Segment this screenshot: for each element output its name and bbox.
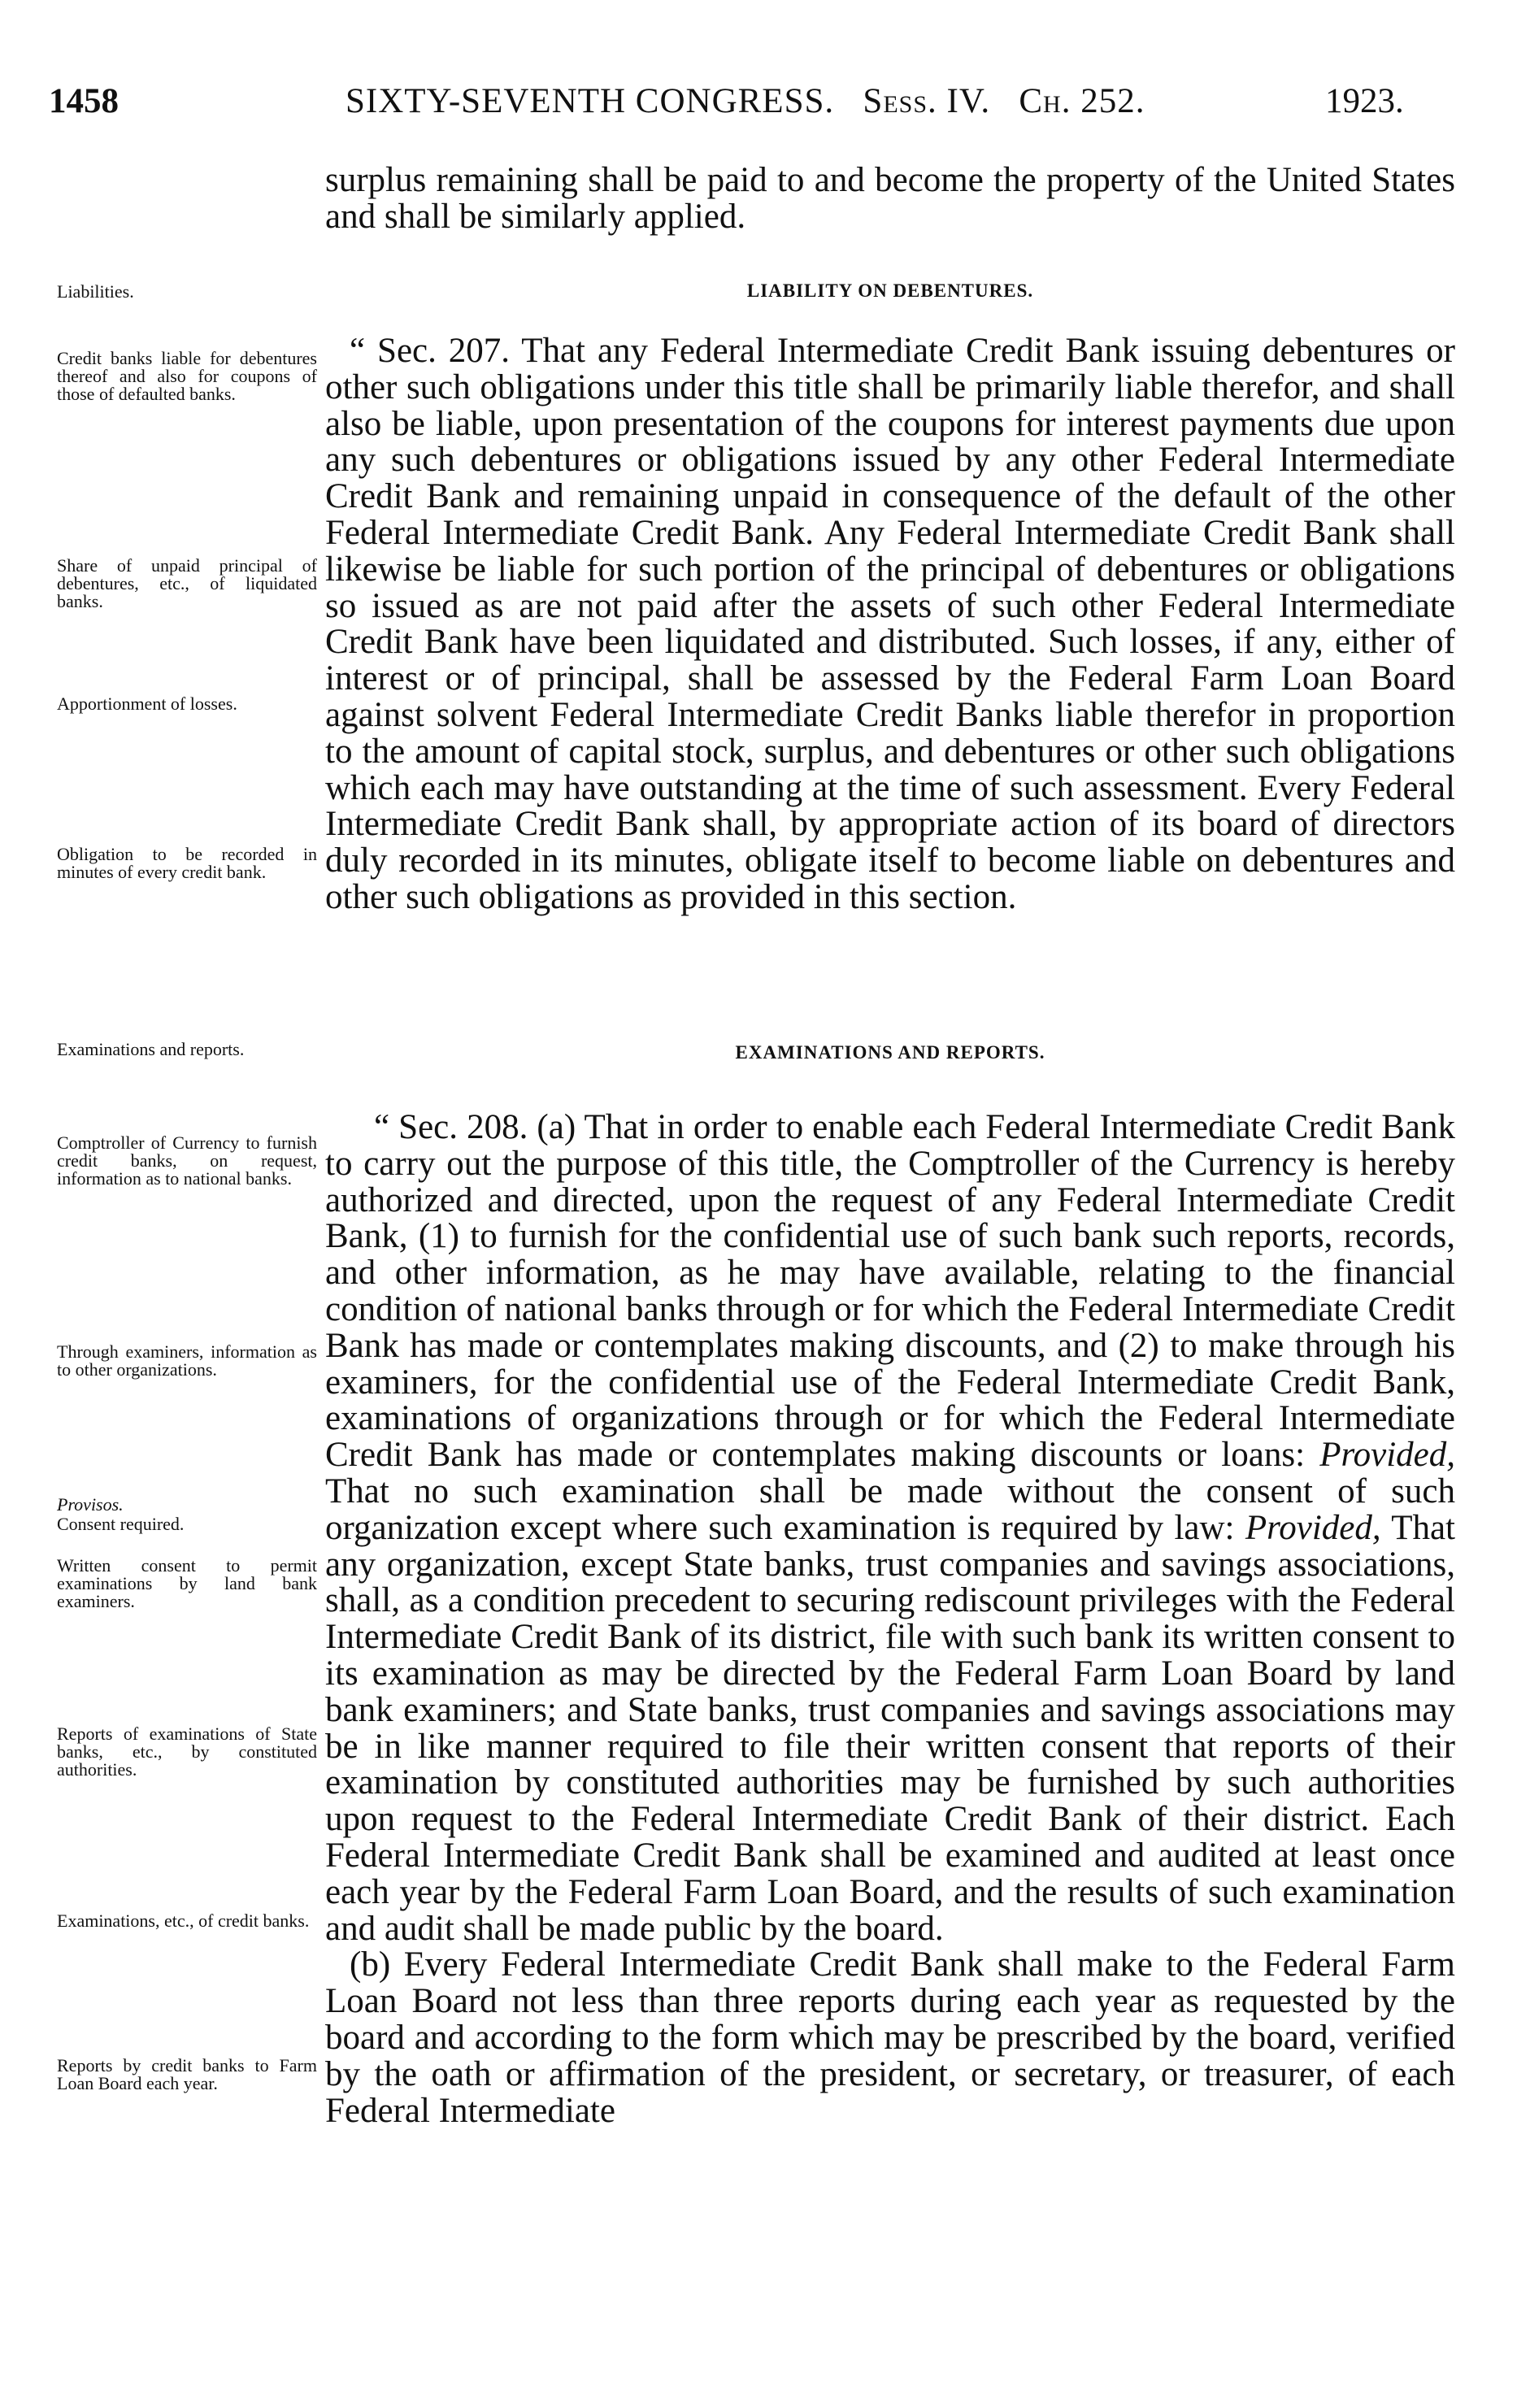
section-208a-part1: “ Sec. 208. (a) That in order to enable each Federal Intermediate Credit Bank to carry out the purpose of this title, the Comptroller of the Currency is hereby authorized and directed, upon the request of any Federal Intermediate Credit Bank, (1) to furnish for the confidential use of such bank such reports, records, and other information, as he may have available, relating to the financial condition of national banks through or for which the Federal Intermediate Credit Bank has made or contemplates making discounts, and (2) to make through his examiners, for the confidential use of the Federal Intermediate Credit Bank, examinations of organizations through or for which the Federal Intermediate Credit Bank has made or contemplates making discounts or loans:	[325, 1108, 1455, 1475]
section-208a-part2: That no such examination shall be made without the consent of such organization except where such examination is required by law:	[325, 1471, 1455, 1547]
margin-note-credit-banks-liable: Credit banks liable for debentures thereof and also for coupons of those of defaulted banks.	[57, 348, 317, 404]
margin-note-written-consent: Written consent to permit examinations by land bank examiners.	[57, 1555, 317, 1611]
margin-note-obligation: Obligation to be recorded in minutes of every credit bank.	[57, 844, 317, 882]
section-208b-text: (b) Every Federal Intermediate Credit Bank shall make to the Federal Farm Loan Board not less than three reports during each year as requested by the board and according to the form which may be prescribed by the board, verified by the oath or affirmation of the president, or secretary, or treasurer, of each Federal Intermediate	[325, 1945, 1455, 2130]
proviso-2: Provided,	[1245, 1508, 1381, 1547]
section-208a-text	[325, 1110, 1455, 1947]
margin-note-share-unpaid: Share of unpaid principal of debentures, etc., of liquidated banks.	[57, 555, 317, 611]
continuation-paragraph	[325, 163, 1455, 236]
margin-note-liabilities: Liabilities.	[57, 281, 134, 302]
provisos-label: Provisos.	[57, 1494, 124, 1515]
section-208	[325, 1110, 1455, 2129]
section-207	[325, 333, 1455, 916]
margin-note-apportionment: Apportionment of losses.	[57, 693, 237, 714]
running-head-year: 1923.	[1325, 82, 1404, 120]
margin-note-examinations-credit-banks: Examinations, etc., of credit banks.	[57, 1910, 310, 1931]
section-208a-part3: That any organization, except State banks, trust companies and savings associations, shall, as a condition precedent to securing rediscount privileges with the Federal Intermediate Credit Bank of its district, file with such bank its written consent to its examination as may be directed by the Federal Farm Loan Board by land bank examiners; and State banks, trust companies and savings associations may be in like manner required to file their written consent that reports of their examination by constituted authorities may be furnished by such authorities upon request to the Federal Intermediate Credit Bank of their district. Each Federal Intermediate Credit Bank shall be examined and audited at least once each year by the Federal Farm Loan Board, and the results of such examination and audit shall be made public by the board.	[325, 1508, 1456, 1948]
section-heading-examinations: EXAMINATIONS AND REPORTS.	[735, 1042, 1045, 1063]
running-head	[346, 81, 1145, 130]
margin-note-consent-required: Consent required.	[57, 1514, 185, 1534]
margin-note-comptroller: Comptroller of Currency to furnish credit banks, on request, information as to national banks.	[57, 1132, 317, 1189]
margin-note-reports-state-banks: Reports of examinations of State banks, etc., by constituted authorities.	[57, 1723, 317, 1780]
running-head-chapter: Ch. 252.	[1019, 82, 1145, 120]
margin-note-through-examiners: Through examiners, information as to other organizations.	[57, 1341, 317, 1380]
margin-note-reports-by-credit-banks: Reports by credit banks to Farm Loan Board each year.	[57, 2055, 317, 2093]
running-head-session: Sess. IV.	[863, 82, 991, 120]
continuation-text: surplus remaining shall be paid to and become the property of the United States and shall be similarly applied.	[325, 161, 1455, 236]
section-heading-liability: LIABILITY ON DEBENTURES.	[746, 280, 1034, 301]
margin-note-examinations-reports: Examinations and reports.	[57, 1039, 245, 1059]
proviso-1: Provided,	[1319, 1436, 1456, 1475]
margin-note-provisos	[57, 1496, 317, 1514]
page-number: 1458	[49, 82, 119, 120]
section-207-text: “ Sec. 207. That any Federal Intermediate Credit Bank issuing debentures or other such obligations under this title shall be primarily liable therefor, and shall also be liable, upon presentation of the coupons for interest payments due upon any such debentures or obligations issued by any other Federal Intermediate Credit Bank and remaining unpaid in consequence of the default of the other Federal Intermediate Credit Bank. Any Federal Intermediate Credit Bank shall likewise be liable for such portion of the principal of debentures or obligations so issued as are not paid after the assets of such other Federal Intermediate Credit Bank have been liquidated and distributed. Such losses, if any, either of interest or of principal, shall be assessed by the Federal Farm Loan Board against solvent Federal Intermediate Credit Banks liable therefor in proportion to the amount of capital stock, surplus, and debentures or other such obligations which each may have outstanding at the time of such assessment. Every Federal Intermediate Credit Bank shall, by appropriate action of its board of directors duly recorded in its minutes, obligate itself to become liable on debentures and other such obligations as provided in this section.	[325, 332, 1455, 916]
running-head-congress: SIXTY-SEVENTH CONGRESS.	[346, 82, 835, 120]
